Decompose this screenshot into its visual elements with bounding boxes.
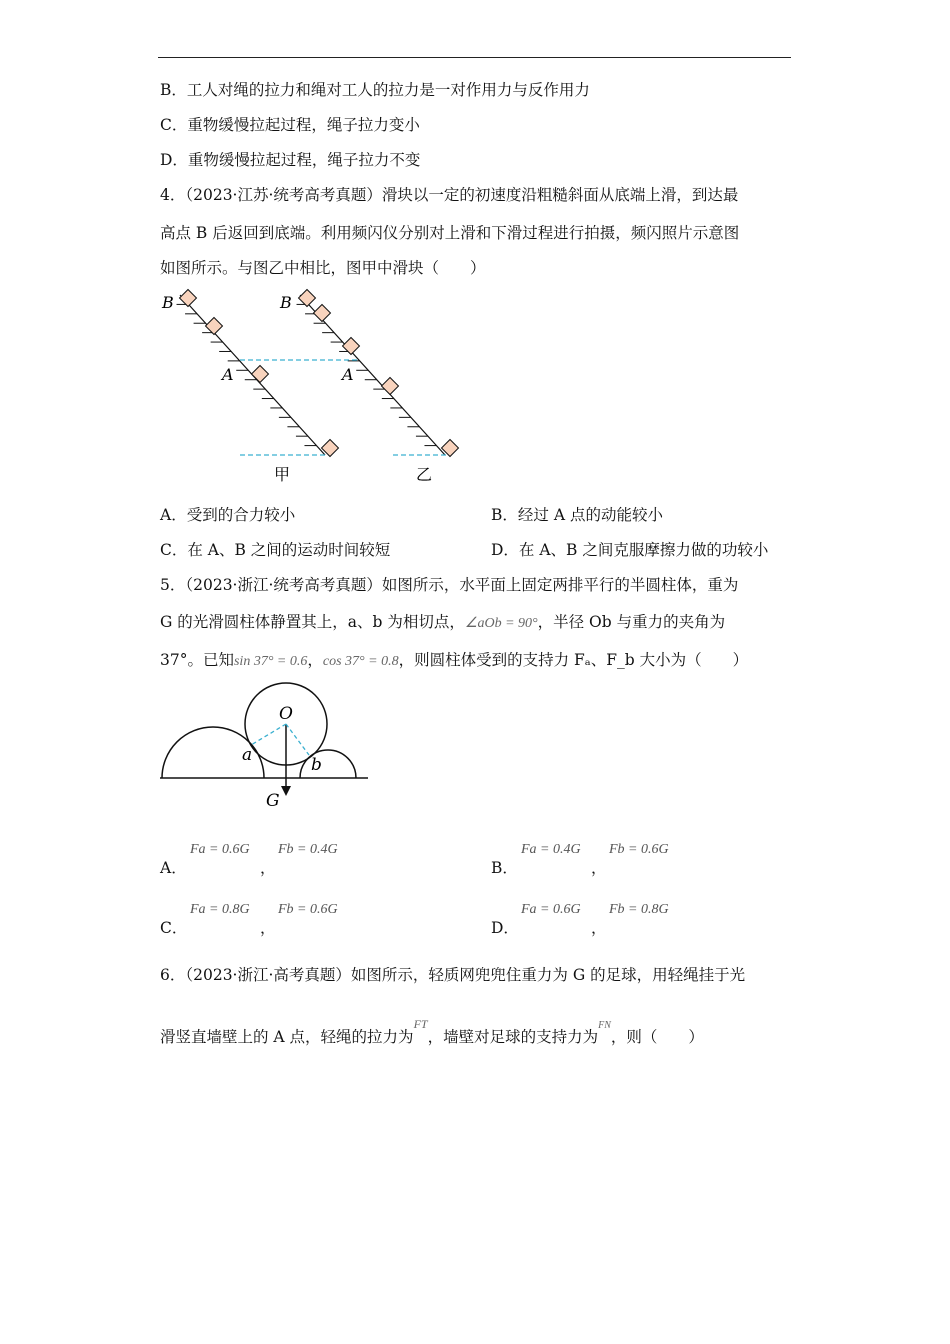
- text: ，则（ ）: [610, 1028, 704, 1046]
- formula-cos: cos 37° = 0.8: [322, 654, 399, 669]
- option-label: A．: [160, 859, 187, 877]
- text: ，半径 Ob 与重力的夹角为: [537, 613, 726, 631]
- q5-stem-line2: [160, 610, 725, 632]
- formula-sin: sin 37° = 0.6: [233, 654, 308, 669]
- q6-stem-line1: 6．（2023·浙江·高考真题）如图所示，轻质网兜兜住重力为 G 的足球，用轻绳挂于光: [160, 966, 746, 984]
- separator: ，: [260, 919, 276, 937]
- separator: ，: [591, 919, 607, 937]
- header-rule: [158, 57, 791, 58]
- q4-stem-line3: 如图所示。与图乙中相比，图甲中滑块（ ）: [160, 259, 486, 277]
- q6-stem-line2: [160, 1017, 704, 1047]
- q4-label-a-right: A: [342, 365, 354, 384]
- formula-fa: Fa = 0.4G: [521, 842, 581, 857]
- option-label: B．: [491, 859, 518, 877]
- text: ，: [307, 651, 323, 669]
- formula-fb: Fb = 0.6G: [609, 842, 669, 857]
- q5-label-o: O: [279, 704, 293, 724]
- formula-fb: Fb = 0.8G: [609, 902, 669, 917]
- formula-angle: ∠aOb = 90°: [464, 616, 538, 631]
- text: ，墙壁对足球的支持力为: [427, 1028, 599, 1046]
- q4-stem-line2: 高点 B 后返回到底端。利用频闪仪分别对上滑和下滑过程进行拍摄，频闪照片示意图: [160, 224, 740, 242]
- q4-option-a: A．受到的合力较小: [160, 506, 296, 524]
- q4-option-c: C．在 A、B 之间的运动时间较短: [160, 541, 391, 559]
- text: G 的光滑圆柱体静置其上，a、b 为相切点，: [160, 613, 465, 631]
- q4-label-b-left: B: [162, 293, 174, 312]
- q4-option-b: B．经过 A 点的动能较小: [491, 506, 663, 524]
- q5-label-a: a: [242, 745, 253, 765]
- text: 滑竖直墙壁上的 A 点，轻绳的拉力为: [160, 1028, 414, 1046]
- q3-option-b: B．工人对绳的拉力和绳对工人的拉力是一对作用力与反作用力: [160, 81, 590, 99]
- separator: ，: [591, 859, 607, 877]
- q5-stem-line3: [160, 648, 748, 670]
- option-label: C．: [160, 919, 188, 937]
- formula-fb: Fb = 0.6G: [278, 902, 338, 917]
- option-label: D．: [491, 919, 519, 937]
- q4-caption-yi: 乙: [416, 465, 433, 484]
- q4-option-d: D．在 A、B 之间克服摩擦力做的功较小: [491, 541, 769, 559]
- formula-fa: Fa = 0.8G: [190, 902, 250, 917]
- formula-fa: Fa = 0.6G: [521, 902, 581, 917]
- separator: ，: [260, 859, 276, 877]
- q4-label-b-right: B: [280, 293, 292, 312]
- q5-label-g: G: [266, 791, 280, 811]
- formula-fb: Fb = 0.4G: [278, 842, 338, 857]
- q5-cylinder-figure: [150, 670, 380, 815]
- q4-stem-line1: 4．（2023·江苏·统考高考真题）滑块以一定的初速度沿粗糙斜面从底端上滑，到达最: [160, 186, 739, 204]
- formula-fa: Fa = 0.6G: [190, 842, 250, 857]
- q5-stem-line1: 5．（2023·浙江·统考高考真题）如图所示，水平面上固定两排平行的半圆柱体，重为: [160, 576, 739, 594]
- q3-option-d: D．重物缓慢拉起过程，绳子拉力不变: [160, 151, 421, 169]
- q3-option-c: C．重物缓慢拉起过程，绳子拉力变小: [160, 116, 420, 134]
- text: 37°。已知: [160, 651, 234, 669]
- text: ，则圆柱体受到的支持力 Fₐ、F_b 大小为（ ）: [398, 651, 749, 669]
- q4-incline-figure: [150, 280, 480, 490]
- formula-fn: FN: [598, 1020, 611, 1031]
- formula-ft: FT: [413, 1017, 428, 1031]
- q4-caption-jia: 甲: [274, 465, 291, 484]
- q4-label-a-left: A: [222, 365, 234, 384]
- q5-label-b: b: [311, 755, 322, 775]
